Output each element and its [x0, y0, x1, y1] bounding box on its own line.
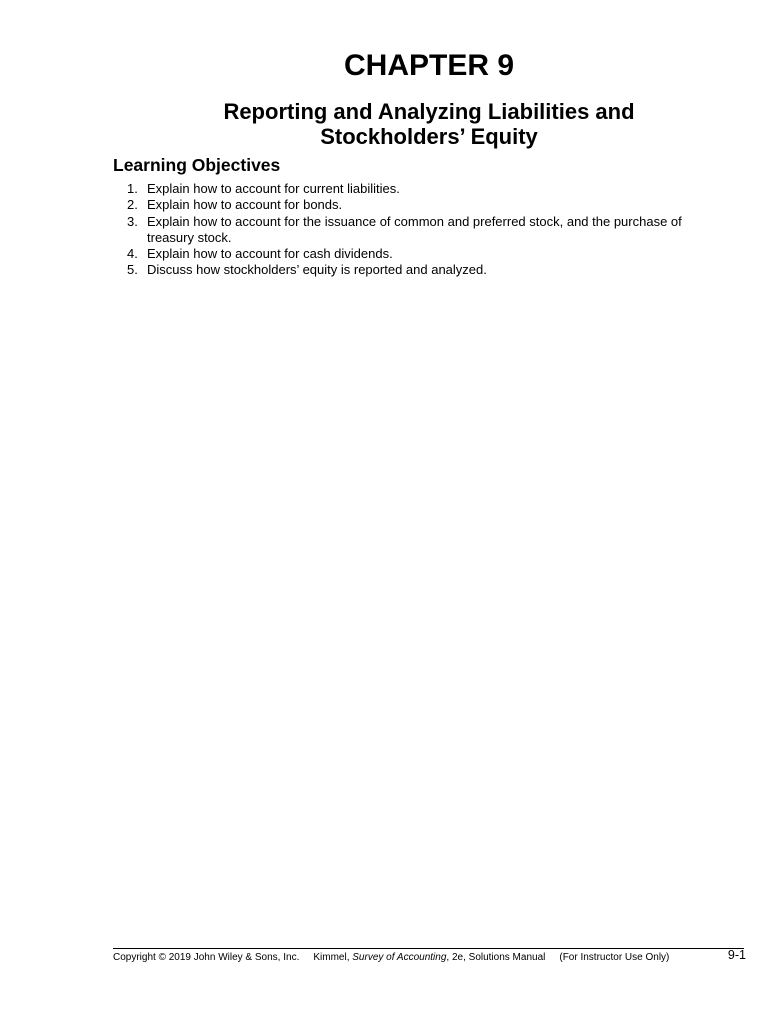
learning-objectives-heading: Learning Objectives [113, 155, 281, 175]
objective-item [113, 181, 723, 197]
chapter-title-line-2: Stockholders’ Equity [320, 124, 538, 149]
objective-text: Explain how to account for cash dividends. [147, 246, 393, 262]
objective-number: 2. [127, 197, 138, 213]
page-footer [113, 948, 746, 964]
chapter-title-line-1: Reporting and Analyzing Liabilities and [223, 99, 635, 124]
objective-number: 5. [127, 262, 138, 278]
book-title: Survey of Accounting [352, 952, 447, 963]
chapter-number-text: CHAPTER 9 [343, 49, 515, 82]
learning-objectives-list [113, 181, 723, 279]
instructor-use-note: (For Instructor Use Only) [559, 952, 670, 963]
footer-divider [113, 948, 744, 949]
chapter-title-heading [113, 99, 745, 149]
book-author: Kimmel, [313, 952, 353, 963]
objective-text: Discuss how stockholders’ equity is reported and analyzed. [147, 262, 487, 278]
chapter-number-heading [113, 48, 745, 84]
objective-text: Explain how to account for the issuance of common and preferred stock, and the purchase of treasury stock. [147, 213, 682, 245]
copyright-notice: Copyright © 2019 John Wiley & Sons, Inc. [113, 952, 300, 963]
objective-number: 1. [127, 181, 138, 196]
book-citation [313, 952, 545, 964]
objective-number: 4. [127, 246, 138, 262]
objective-text: Explain how to account for bonds. [147, 197, 343, 213]
objective-item [113, 262, 723, 278]
objective-text: Explain how to account for current liabilities. [147, 181, 400, 196]
objective-number: 3. [127, 213, 138, 229]
objective-item [113, 197, 723, 213]
objective-item [113, 246, 723, 262]
objective-item [113, 214, 723, 247]
page-number: 9-1 [727, 948, 746, 962]
book-edition: , 2e, Solutions Manual [446, 952, 546, 963]
